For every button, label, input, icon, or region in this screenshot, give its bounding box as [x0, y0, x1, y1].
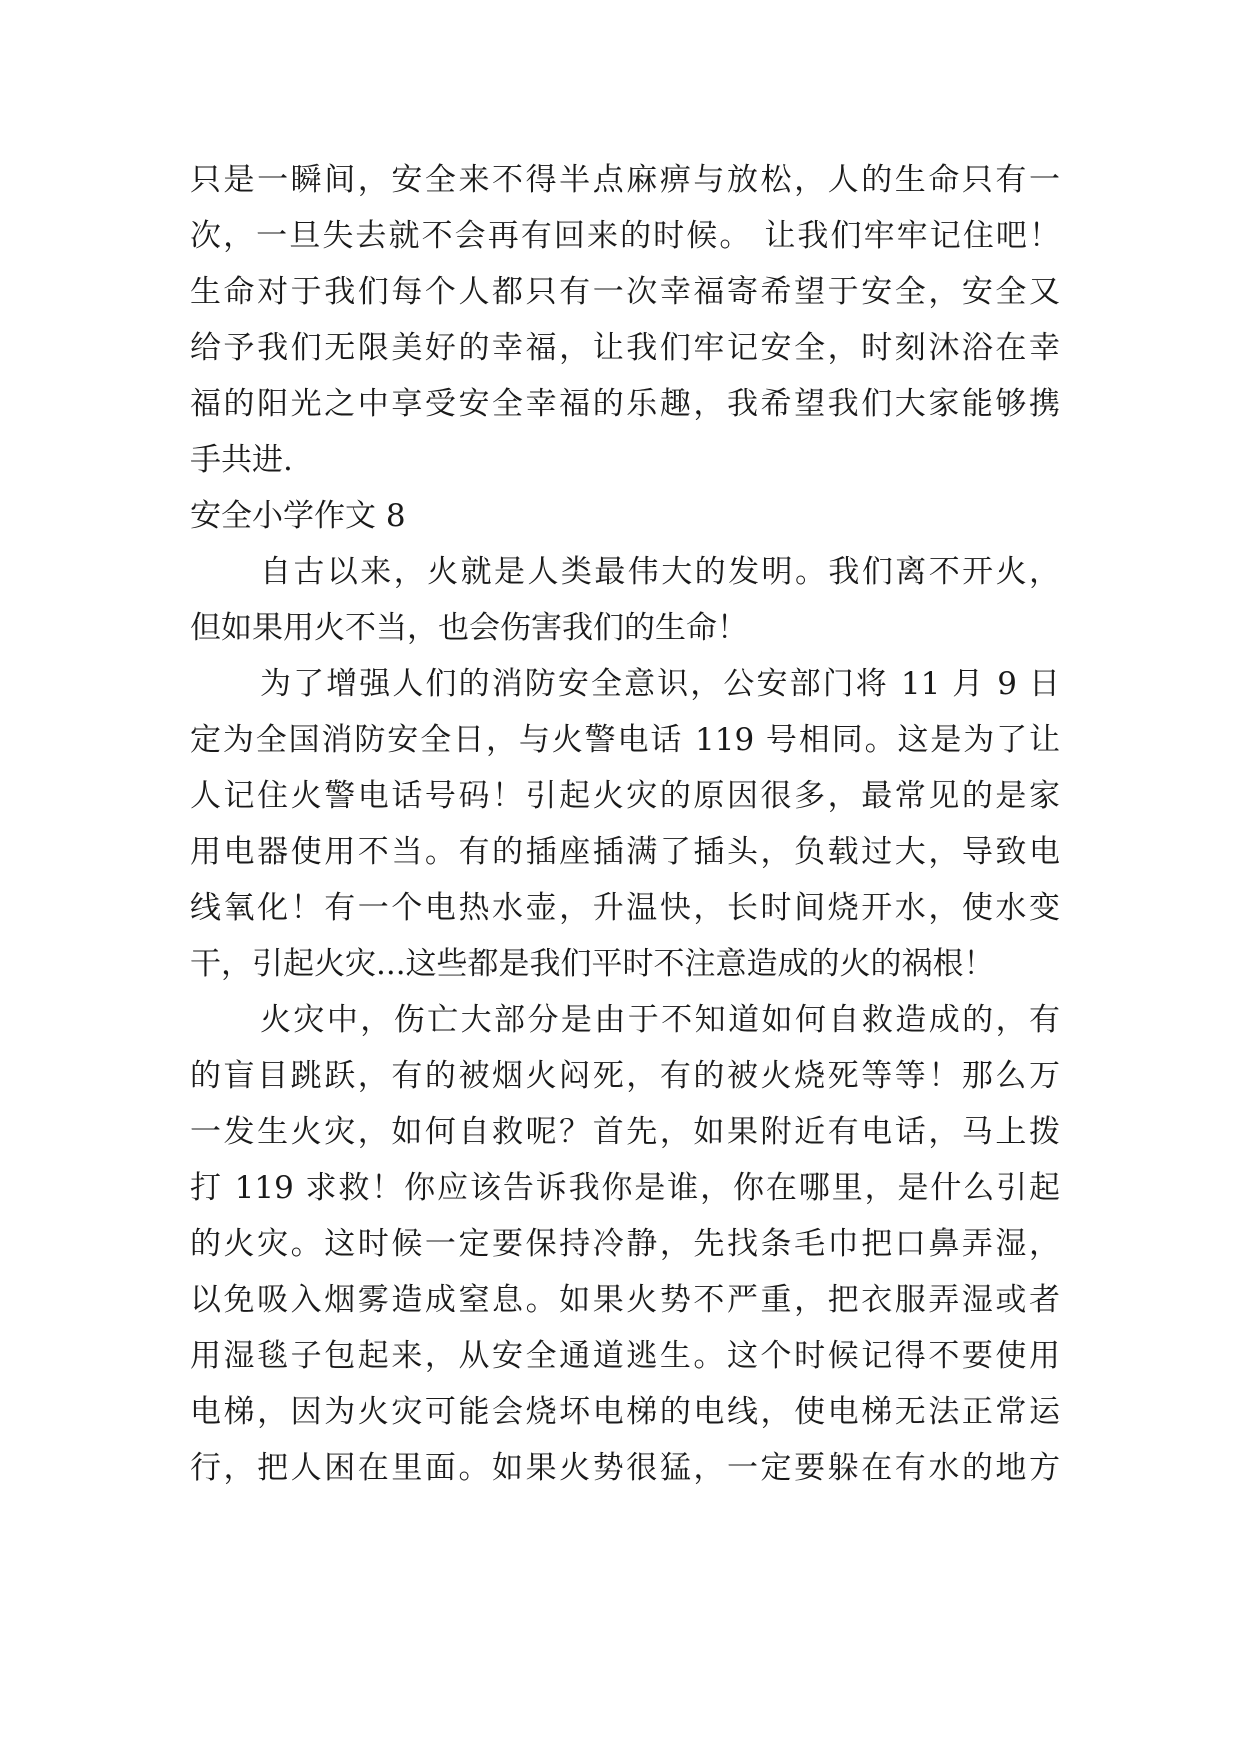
- text-line: 线氧化！有一个电热水壶，升温快，长时间烧开水，使水变: [190, 890, 1060, 926]
- paragraph: [190, 992, 1060, 1496]
- text-line: 福的阳光之中享受安全幸福的乐趣，我希望我们大家能够携: [190, 386, 1060, 422]
- text-line: 用电器使用不当。有的插座插满了插头，负载过大，导致电: [190, 834, 1060, 870]
- text-line: 次，一旦失去就不会再有回来的时候。 让我们牢牢记住吧！: [190, 218, 1060, 254]
- heading-text: 安全小学作文 8: [190, 498, 406, 534]
- text-line: 定为全国消防安全日，与火警电话 119 号相同。这是为了让: [190, 722, 1060, 758]
- text-line: 自古以来，火就是人类最伟大的发明。我们离不开火，: [260, 554, 1060, 590]
- document-body: [190, 152, 1060, 1496]
- text-line: 的盲目跳跃，有的被烟火闷死，有的被火烧死等等！那么万: [190, 1058, 1060, 1094]
- text-line: 给予我们无限美好的幸福，让我们牢记安全，时刻沐浴在幸: [190, 330, 1060, 366]
- text-line: 人记住火警电话号码！引起火灾的原因很多，最常见的是家: [190, 778, 1060, 814]
- text-line: 以免吸入烟雾造成窒息。如果火势不严重，把衣服弄湿或者: [190, 1282, 1060, 1318]
- text-line: 生命对于我们每个人都只有一次幸福寄希望于安全，安全又: [190, 274, 1060, 310]
- text-line: 但如果用火不当，也会伤害我们的生命！: [190, 610, 748, 646]
- text-line: 行，把人困在里面。如果火势很猛，一定要躲在有水的地方: [190, 1450, 1060, 1486]
- text-line: 手共进.: [190, 442, 293, 478]
- text-line: 火灾中，伤亡大部分是由于不知道如何自救造成的，有: [260, 1002, 1060, 1038]
- text-line: 干，引起火灾...这些都是我们平时不注意造成的火的祸根！: [190, 946, 995, 982]
- text-line: 只是一瞬间，安全来不得半点麻痹与放松，人的生命只有一: [190, 162, 1060, 198]
- text-line: 打 119 求救！你应该告诉我你是谁，你在哪里，是什么引起: [190, 1170, 1060, 1206]
- text-line: 电梯，因为火灾可能会烧坏电梯的电线，使电梯无法正常运: [190, 1394, 1060, 1430]
- paragraph: [190, 544, 1060, 656]
- text-line: 的火灾。这时候一定要保持冷静，先找条毛巾把口鼻弄湿，: [190, 1226, 1060, 1262]
- text-line: 用湿毯子包起来，从安全通道逃生。这个时候记得不要使用: [190, 1338, 1060, 1374]
- text-line: 为了增强人们的消防安全意识，公安部门将 11 月 9 日: [260, 666, 1060, 702]
- paragraph: [190, 656, 1060, 992]
- text-line: 一发生火灾，如何自救呢？首先，如果附近有电话，马上拨: [190, 1114, 1060, 1150]
- paragraph: [190, 152, 1060, 488]
- section-heading: [190, 488, 1060, 544]
